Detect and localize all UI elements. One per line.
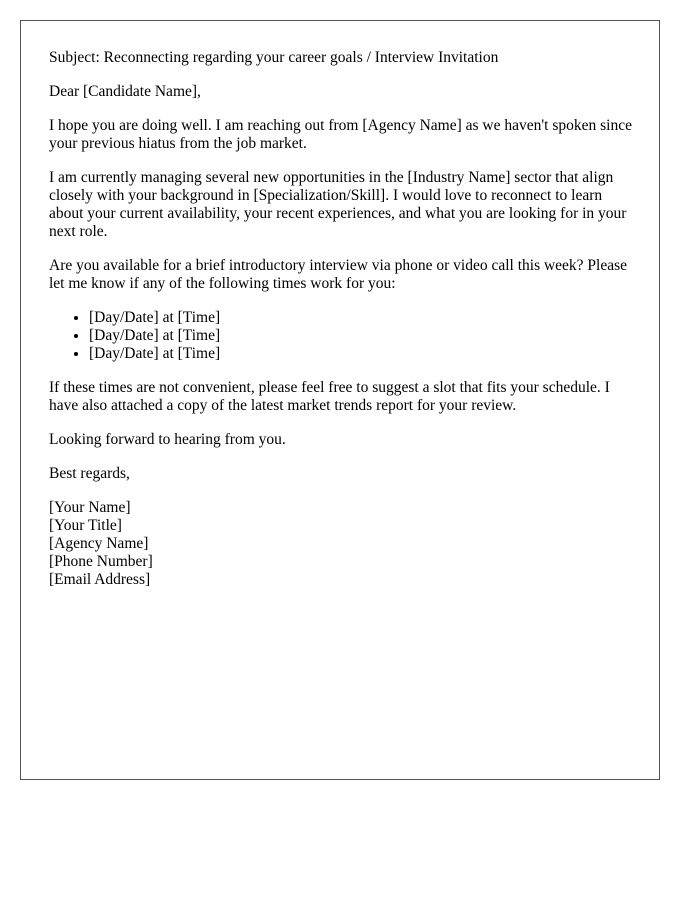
- letter-paragraph: Looking forward to hearing from you.: [49, 431, 286, 448]
- signature-email: [Email Address]: [49, 571, 151, 588]
- letter-paragraph: I hope you are doing well. I am reaching out from [Agency Name] as we haven't spoken since your previous hiatus from the job market.: [49, 117, 632, 152]
- time-option: • [Day/Date] at [Time]: [89, 345, 635, 363]
- time-options-list: [49, 309, 635, 363]
- signature-phone: [Phone Number]: [49, 553, 153, 570]
- signature-name: [Your Name]: [49, 499, 131, 516]
- time-option: • [Day/Date] at [Time]: [89, 327, 635, 345]
- time-option: • [Day/Date] at [Time]: [89, 309, 635, 327]
- signature-agency: [Agency Name]: [49, 535, 149, 552]
- letter-frame: [20, 20, 660, 780]
- letter-paragraph: I am currently managing several new opportunities in the [Industry Name] sector that align closely with your background in [Specialization/Skill]. I would love to reconnect to learn about your current availability, your recent experiences, and what you are looking for in your next role.: [49, 169, 627, 240]
- signature-title: [Your Title]: [49, 517, 122, 534]
- letter-paragraph: If these times are not convenient, please feel free to suggest a slot that fits your schedule. I have also attached a copy of the latest market trends report for your review.: [49, 379, 610, 414]
- letter-body: [49, 49, 635, 589]
- letter-paragraph: Are you available for a brief introductory interview via phone or video call this week? Please let me know if any of the following times work for you:: [49, 257, 628, 292]
- signature-block: [49, 499, 635, 589]
- letter-subject: Subject: Reconnecting regarding your career goals / Interview Invitation: [49, 49, 499, 66]
- letter-greeting: Dear [Candidate Name],: [49, 83, 201, 100]
- letter-sign-off: Best regards,: [49, 465, 130, 482]
